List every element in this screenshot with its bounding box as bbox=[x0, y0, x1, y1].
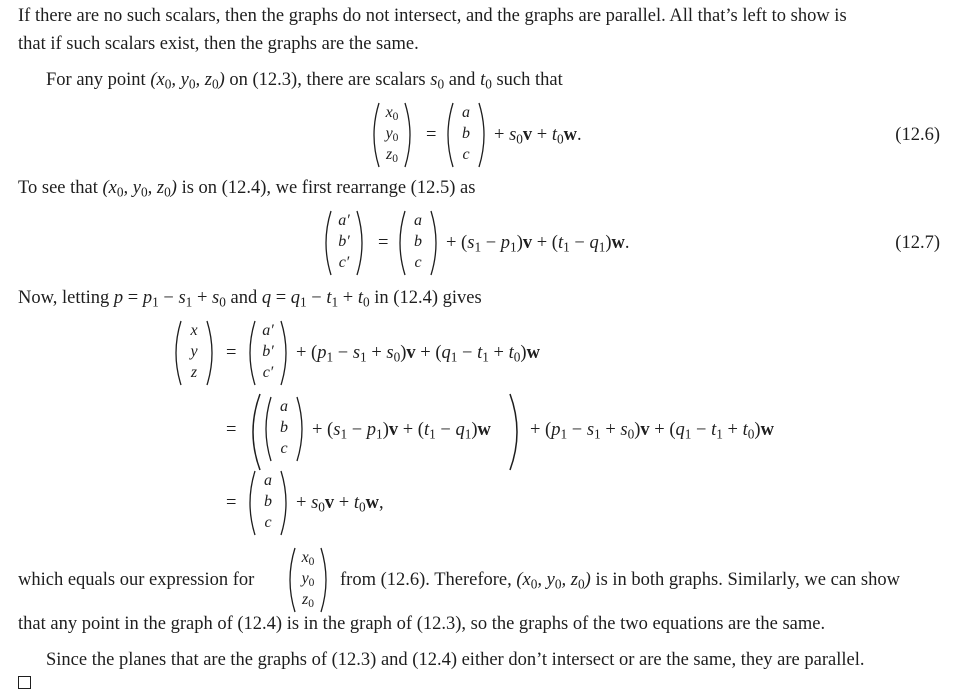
deriv-line2-inner: + $(s_1 - p_1)v + (t_1 - q_1)w$ bbox=[312, 420, 491, 442]
para3-text-1: To see that bbox=[18, 178, 103, 198]
para2-text-1: For any point bbox=[46, 70, 151, 90]
para5-text-1: which equals our expression for bbox=[18, 570, 255, 590]
deriv-equals-3: = bbox=[226, 493, 237, 513]
eq126-equals: = bbox=[426, 125, 437, 145]
para4-text-2: and bbox=[225, 288, 262, 308]
para2-text-4: such that bbox=[491, 70, 563, 90]
eq126-number: (12.6) bbox=[895, 125, 940, 145]
deriv-line1-rhs: + $(p_1 - s_1 + s_0)v + (q_1 - t_1 + t_0)w$ bbox=[296, 343, 540, 365]
eq126-rhs: + $s_0v + t_0w$. bbox=[494, 125, 582, 147]
deriv-vector-abc-3: a b c bbox=[246, 470, 290, 536]
para3-text-2: is on (12.4), we first rearrange (12.5) as bbox=[176, 178, 476, 198]
qed-square-icon bbox=[18, 676, 31, 689]
eq127-rhs: + $(s_1 - p_1)v + (t_1 - q_1)w$. bbox=[446, 233, 630, 255]
para4-text-1: Now, letting bbox=[18, 288, 114, 308]
scalar-t0: $t_0$ bbox=[480, 70, 492, 92]
deriv-equals-2: = bbox=[226, 420, 237, 440]
para2-text-2: on (12.3), there are scalars bbox=[224, 70, 431, 90]
para2 bbox=[46, 70, 563, 91]
deriv-equals-1: = bbox=[226, 343, 237, 363]
deriv-line3-rhs: + $s_0v + t_0w$, bbox=[296, 493, 384, 515]
para5-vector-xyz0: $x_0$ $y_0$ $z_0$ bbox=[286, 547, 330, 613]
para1-line1: If there are no such scalars, then the graphs do not intersect, and the graphs are parallel. All that’s left to show is bbox=[18, 6, 847, 26]
deriv-line2-outer: + $(p_1 - s_1 + s_0)v + (q_1 - t_1 + t_0)w$ bbox=[530, 420, 774, 442]
para4 bbox=[18, 288, 482, 309]
eq127-equals: = bbox=[378, 233, 389, 253]
point-tuple: ($x_0$, $y_0$, $z_0$) bbox=[150, 70, 225, 92]
eq127-vector-abc: a b c bbox=[396, 210, 440, 276]
deriv-vector-xyz: x y z bbox=[172, 320, 216, 386]
para3 bbox=[18, 178, 475, 199]
point-tuple: ($x_0$, $y_0$, $z_0$) bbox=[516, 570, 591, 592]
para6-line: Since the planes that are the graphs of (12.3) and (12.4) either don’t intersect or are the same, they are parallel. bbox=[46, 650, 865, 670]
eq127-number: (12.7) bbox=[895, 233, 940, 253]
q-definition: $q = q_1 - t_1 + t_0$ bbox=[261, 288, 370, 310]
para5-line2: that any point in the graph of (12.4) is in the graph of (12.3), so the graphs of the two equations are the same. bbox=[18, 614, 826, 634]
eq126-vector-xyz0: $x_0$ $y_0$ $z_0$ bbox=[370, 102, 414, 168]
para5-text-2: from (12.6). Therefore, bbox=[340, 570, 517, 590]
eq127-vector-abc-prime: a′ b′ c′ bbox=[322, 210, 366, 276]
deriv-vector-abc-prime: a′ b′ c′ bbox=[246, 320, 290, 386]
scalar-s0: $s_0$ bbox=[430, 70, 445, 92]
deriv-vector-abc-2: a b c bbox=[262, 396, 306, 462]
para2-text-3: and bbox=[444, 70, 481, 90]
para5-text-3: is in both graphs. Similarly, we can show bbox=[590, 570, 900, 590]
p-definition: $p = p_1 - s_1 + s_0$ bbox=[113, 288, 226, 310]
para1-line2: that if such scalars exist, then the graphs are the same. bbox=[18, 34, 419, 54]
para5-line1 bbox=[340, 570, 900, 591]
point-tuple: ($x_0$, $y_0$, $z_0$) bbox=[102, 178, 177, 200]
para4-text-3: in (12.4) gives bbox=[369, 288, 482, 308]
big-paren-right bbox=[506, 392, 524, 472]
eq126-vector-abc: a b c bbox=[444, 102, 488, 168]
